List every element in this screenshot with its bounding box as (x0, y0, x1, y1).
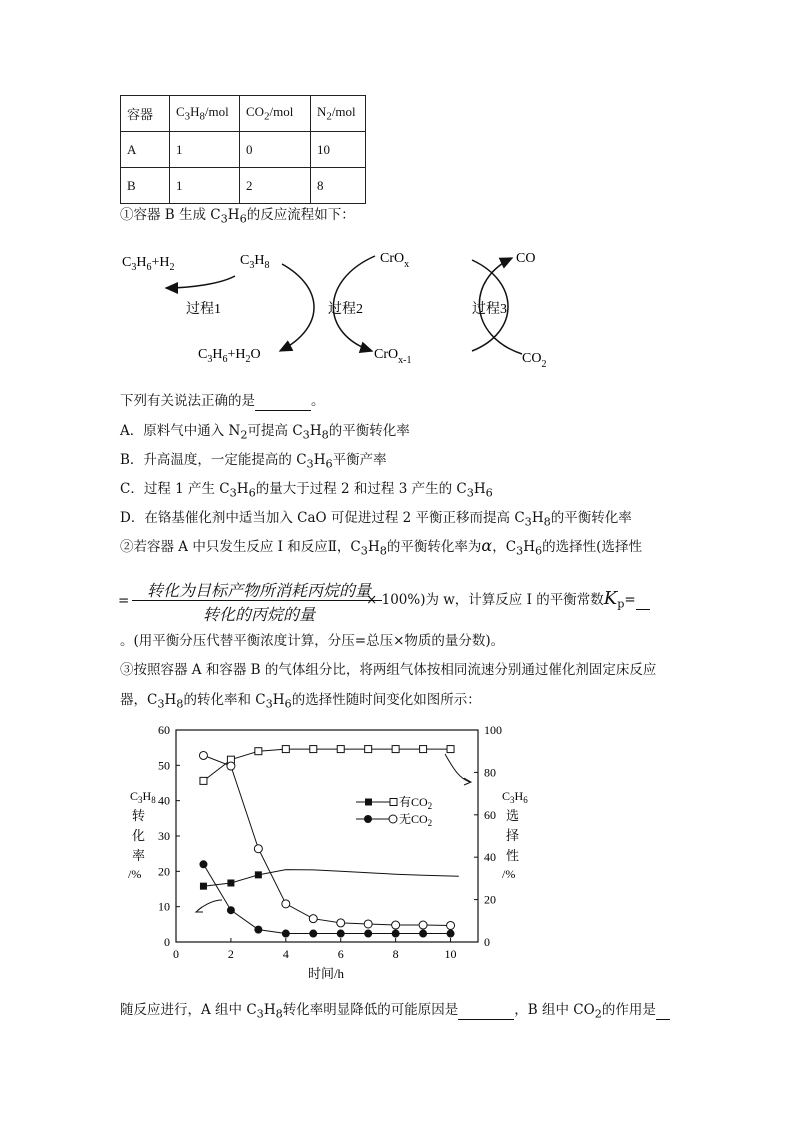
data-point-with_co2_selectivity (420, 746, 427, 753)
x-tick-label: 4 (282, 947, 289, 961)
data-point-no_co2_selectivity (309, 915, 317, 923)
left-axis-label-char: 转 (132, 808, 146, 823)
series-line-with_co2_conversion (204, 870, 459, 887)
data-point-no_co2_conversion (447, 930, 455, 938)
data-point-no_co2_selectivity (254, 845, 262, 853)
data-point-no_co2_conversion (337, 930, 345, 938)
right-y-tick-label: 0 (484, 935, 490, 949)
left-axis-label-formula: $C_3H_8$ (130, 789, 156, 805)
series-line-no_co2_selectivity (204, 755, 451, 925)
species-co: CO (516, 251, 536, 266)
table-cell: 1 (170, 132, 240, 168)
left-axis-label-unit: /% (128, 867, 142, 881)
left-y-tick-label: 20 (158, 864, 170, 879)
question-3-line-2: 器，$C_3H_8$的转化率和 $C_3H_6$的选择性随时间变化如图所示： (120, 692, 481, 711)
right-y-tick-label: 20 (484, 892, 496, 907)
series-line-with_co2_selectivity (204, 749, 451, 781)
data-point-no_co2_selectivity (364, 920, 372, 928)
x-tick-label: 0 (173, 947, 179, 961)
legend-filled-square-marker (365, 799, 372, 806)
question-3-line-1: ③按照容器 A 和容器 B 的气体组分比，将两组气体按相同流速分别通过催化剂固定床反应 (120, 662, 657, 678)
table-cell: 10 (311, 132, 366, 168)
left-y-tick-label: 60 (158, 723, 170, 737)
data-point-no_co2_selectivity (227, 762, 235, 770)
table-header-row (121, 96, 366, 132)
table-row (121, 168, 366, 204)
table-cell: A (121, 132, 170, 168)
data-point-no_co2_selectivity (419, 921, 427, 929)
data-point-no_co2_selectivity (337, 919, 345, 927)
species-crox: CrO$_x$ (380, 251, 410, 270)
reaction-scheme (110, 236, 580, 376)
data-point-no_co2_conversion (309, 930, 317, 938)
option-c: C．过程 1 产生 $C_3H_6$的量大于过程 2 和过程 3 产生的 $C_3H_6$ (120, 481, 493, 500)
reason-answer-blank[interactable] (458, 1001, 514, 1020)
left-axis-label-char: 率 (132, 848, 146, 863)
data-point-with_co2_selectivity (200, 777, 207, 784)
kp-answer-blank[interactable] (636, 591, 650, 610)
gas-composition-table (120, 95, 366, 204)
legend-label-with-co2: 有$CO_2$ (399, 795, 433, 811)
right-axis-pointer-arrow (445, 754, 470, 782)
data-point-no_co2_selectivity (392, 921, 400, 929)
answer-blank[interactable] (255, 392, 311, 411)
right-y-tick-label: 40 (484, 850, 496, 865)
data-point-no_co2_selectivity (282, 900, 290, 908)
table-row (121, 132, 366, 168)
process-2-label: 过程2 (328, 302, 363, 317)
fraction-numerator: 转化为目标产物所消耗丙烷的量 (146, 581, 371, 600)
header-cell: $N_2$/mol (311, 96, 366, 132)
data-point-with_co2_conversion (227, 879, 234, 886)
data-point-with_co2_selectivity (447, 746, 454, 753)
x-tick-label: 8 (392, 947, 399, 961)
x-tick-label: 2 (227, 947, 234, 961)
right-y-tick-label: 80 (484, 765, 496, 780)
species-crox-1: CrO$_{x-1}$ (374, 347, 412, 366)
data-point-no_co2_conversion (364, 930, 372, 938)
header-cell: $C_3H_8$/mol (170, 96, 240, 132)
conversion-selectivity-chart (110, 722, 550, 987)
role-answer-blank[interactable] (656, 1001, 670, 1020)
data-point-no_co2_conversion (227, 906, 235, 914)
data-point-with_co2_selectivity (392, 746, 399, 753)
process-2-arrow-left (280, 264, 314, 351)
header-cell: $CO_2$/mol (240, 96, 311, 132)
legend-label-no-co2: 无$CO_2$ (399, 812, 433, 828)
question-1-stem: 下列有关说法正确的是 。 (120, 393, 325, 409)
right-axis-label-char: 性 (506, 848, 520, 863)
data-point-with_co2_selectivity (255, 748, 262, 755)
option-d: D．在铬基催化剂中适当加入 CaO 可促进过程 2 平衡正移而提高 $C_3H_8$的平衡转化率 (120, 510, 632, 529)
question-1-intro: ①容器 B 生成 $C_3H_6$的反应流程如下： (120, 207, 355, 226)
x-axis-label: 时间/h (307, 966, 345, 981)
data-point-no_co2_conversion (282, 930, 290, 938)
process-3-label: 过程3 (472, 302, 507, 317)
table-cell: 1 (170, 168, 240, 204)
question-4-text: 随反应进行，A 组中 $C_3H_8$转化率明显降低的可能原因是 ，B 组中 $CO_2$的作用是 (120, 1001, 670, 1024)
right-y-tick-label: 100 (484, 723, 502, 737)
right-y-tick-label: 60 (484, 807, 496, 822)
data-point-with_co2_conversion (200, 883, 207, 890)
data-point-no_co2_conversion (199, 860, 207, 868)
legend-filled-circle-marker (364, 815, 372, 823)
formula-tail: × 100%)为 w，计算反应 Ⅰ 的平衡常数$K_p=$ (366, 590, 650, 614)
left-y-tick-label: 40 (158, 793, 170, 808)
table-cell: 2 (240, 168, 311, 204)
data-point-no_co2_conversion (392, 930, 400, 938)
species-co2: $CO_2$ (522, 351, 547, 370)
table-cell: B (121, 168, 170, 204)
fraction-denominator: 转化的丙烷的量 (202, 605, 315, 624)
question-2-note: 。(用平衡分压代替平衡浓度计算，分压=总压×物质的量分数)。 (120, 633, 505, 649)
legend-open-square-marker (390, 799, 397, 806)
data-point-no_co2_conversion (419, 930, 427, 938)
legend (356, 795, 432, 828)
process-1-arrow (166, 276, 235, 288)
species-c3h6-h2o: $C_3H_6+H_2O$ (198, 347, 261, 365)
legend-open-circle-marker (389, 815, 397, 823)
left-y-tick-label: 0 (164, 935, 170, 949)
data-point-with_co2_selectivity (337, 746, 344, 753)
data-point-no_co2_selectivity (447, 921, 455, 929)
left-y-tick-label: 10 (158, 899, 170, 914)
data-point-no_co2_selectivity (199, 751, 207, 759)
species-c3h6-h2: $C_3H_6+H_2$ (122, 255, 175, 273)
data-point-with_co2_selectivity (365, 746, 372, 753)
x-tick-label: 10 (444, 947, 457, 961)
left-axis-label-char: 化 (132, 828, 146, 843)
right-axis-label-char: 择 (506, 828, 520, 843)
question-2-text: ②若容器 A 中只发生反应 Ⅰ 和反应Ⅱ，$C_3H_8$的平衡转化率为α，$C_3H_6$的选择性(选择性 (120, 536, 642, 558)
data-point-with_co2_selectivity (282, 746, 289, 753)
header-cell: 容器 (121, 96, 170, 132)
data-point-with_co2_selectivity (310, 746, 317, 753)
x-tick-label: 6 (337, 947, 344, 961)
option-b: B．升高温度，一定能提高的 $C_3H_6$平衡产率 (120, 452, 387, 471)
option-a: A．原料气中通入 $N_2$可提高 $C_3H_8$的平衡转化率 (120, 423, 410, 442)
species-c3h8: $C_3H_8$ (240, 253, 270, 271)
equals-sign: = (118, 593, 130, 609)
fraction-bar (132, 600, 382, 601)
table-cell: 8 (311, 168, 366, 204)
left-y-tick-label: 30 (158, 829, 170, 843)
table-cell: 0 (240, 132, 311, 168)
data-point-no_co2_conversion (254, 926, 262, 934)
right-axis-label-char: 选 (506, 808, 520, 823)
right-axis-label-formula: $C_3H_6$ (502, 789, 528, 805)
left-y-tick-label: 50 (158, 758, 170, 773)
left-axis-pointer-arrow (198, 900, 222, 910)
data-point-with_co2_conversion (255, 871, 262, 878)
right-axis-label-unit: /% (502, 867, 516, 881)
selectivity-fraction (118, 578, 408, 622)
process-1-label: 过程1 (186, 302, 221, 317)
